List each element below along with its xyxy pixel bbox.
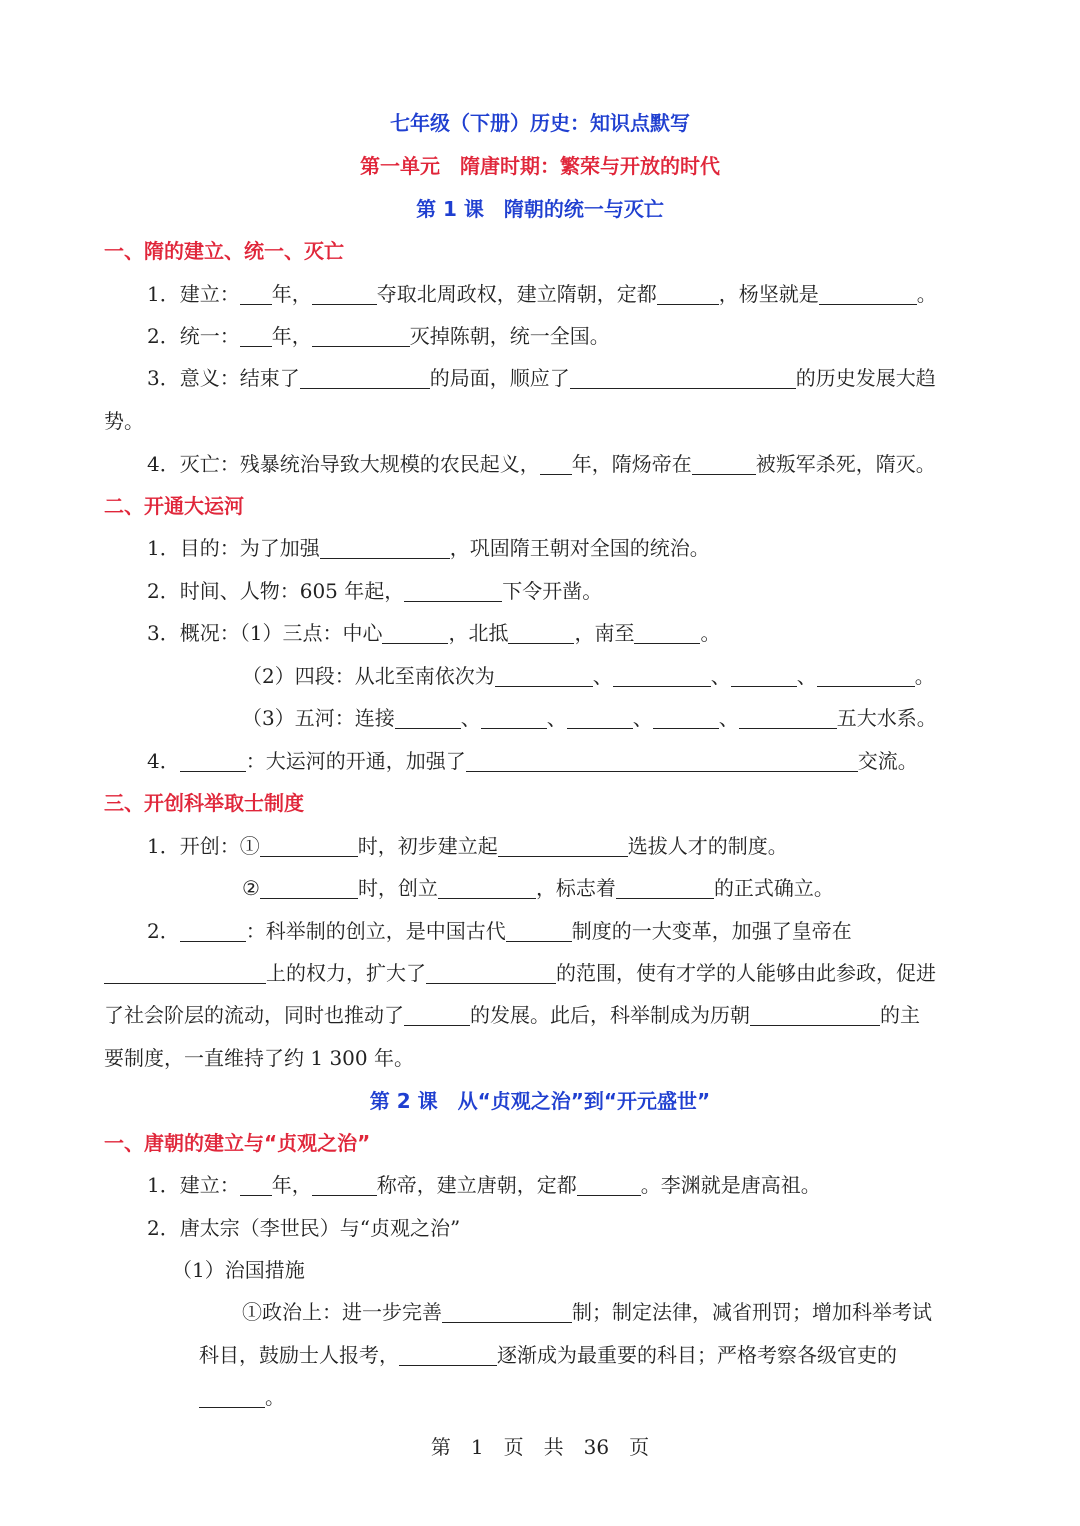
answer-blank[interactable]: [508, 621, 574, 644]
answer-blank[interactable]: [104, 961, 266, 984]
question-line: 1．建立： 年， 称帝，建立唐朝，定都 。李渊就是唐高祖。: [147, 1173, 821, 1197]
section-heading: 一、唐朝的建立与“贞观之治”: [104, 1131, 371, 1155]
question-line-continued: 上的权力，扩大了 的范围，使有才学的人能够由此参政，促进: [104, 958, 936, 988]
answer-blank[interactable]: [260, 834, 358, 857]
answer-blank[interactable]: [382, 621, 448, 644]
question-line: （3）五河：连接 、 、 、 、 五大水系。: [242, 706, 937, 730]
sub-heading: （1）治国措施: [172, 1258, 305, 1282]
answer-blank[interactable]: [817, 664, 915, 687]
question-line: 2．统一： 年， 灭掉陈朝，统一全国。: [147, 324, 610, 348]
answer-blank[interactable]: [395, 706, 461, 729]
question-line-continued: 势。: [104, 409, 144, 433]
answer-blank[interactable]: [399, 1343, 497, 1366]
question-line-continued: 了社会阶层的流动，同时也推动了 的发展。此后，科举制成为历朝 的主: [104, 1003, 920, 1027]
answer-blank[interactable]: [180, 919, 246, 942]
answer-blank[interactable]: [739, 706, 837, 729]
answer-blank[interactable]: [616, 876, 714, 899]
main-title: 七年级（下册）历史：知识点默写: [390, 111, 690, 135]
answer-blank[interactable]: [570, 366, 796, 389]
answer-blank[interactable]: [240, 324, 272, 347]
answer-blank[interactable]: [495, 664, 593, 687]
question-line: 2．唐太宗（李世民）与“贞观之治”: [147, 1216, 461, 1240]
answer-blank[interactable]: [240, 1173, 272, 1196]
question-line: 2． ：科举制的创立，是中国古代 制度的一大变革，加强了皇帝在: [147, 919, 852, 943]
answer-blank[interactable]: [426, 961, 556, 984]
question-line: 2．时间、人物：605 年起， 下令开凿。: [147, 579, 603, 603]
answer-blank[interactable]: [506, 919, 572, 942]
answer-blank[interactable]: [653, 706, 719, 729]
question-line: 1．目的：为了加强 ，巩固隋王朝对全国的统治。: [147, 536, 710, 560]
answer-blank[interactable]: [312, 282, 377, 305]
answer-blank[interactable]: [498, 834, 628, 857]
answer-blank[interactable]: [540, 452, 572, 475]
question-line: （2）四段：从北至南依次为 、 、 、 。: [242, 664, 935, 688]
question-line: 1．建立： 年， 夺取北周政权，建立隋朝，定都 ，杨坚就是 。: [147, 282, 937, 306]
answer-blank[interactable]: [240, 282, 272, 305]
question-line: ①政治上：进一步完善 制；制定法律，减省刑罚；增加科举考试: [242, 1300, 932, 1324]
answer-blank[interactable]: [613, 664, 711, 687]
section-heading: 一、隋的建立、统一、灭亡: [104, 239, 344, 263]
answer-blank[interactable]: [692, 452, 756, 475]
question-line: 4． ：大运河的开通，加强了 交流。: [147, 749, 918, 773]
question-line: ② 时，创立 ，标志着 的正式确立。: [242, 876, 834, 900]
answer-blank[interactable]: [438, 876, 536, 899]
answer-blank[interactable]: [466, 749, 858, 772]
question-line: 4．灭亡：残暴统治导致大规模的农民起义， 年，隋炀帝在 被叛军杀死，隋灭。: [147, 452, 936, 476]
question-line-continued: 。: [199, 1382, 285, 1412]
answer-blank[interactable]: [442, 1300, 572, 1323]
page-number: 第 1 页 共 36 页: [430, 1435, 650, 1459]
answer-blank[interactable]: [260, 876, 358, 899]
answer-blank[interactable]: [320, 536, 450, 559]
lesson-1-title: 第 1 课 隋朝的统一与灭亡: [416, 197, 664, 221]
answer-blank[interactable]: [481, 706, 547, 729]
question-line: 1．开创：① 时，初步建立起 选拔人才的制度。: [147, 834, 788, 858]
answer-blank[interactable]: [404, 579, 502, 602]
answer-blank[interactable]: [657, 282, 719, 305]
answer-blank[interactable]: [300, 366, 430, 389]
question-line: 3．概况：（1）三点：中心 ，北抵 ，南至 。: [147, 621, 721, 645]
answer-blank[interactable]: [731, 664, 797, 687]
section-heading: 二、开通大运河: [104, 494, 244, 518]
answer-blank[interactable]: [577, 1173, 641, 1196]
question-line: 3．意义：结束了 的局面，顺应了 的历史发展大趋: [147, 366, 936, 390]
section-heading: 三、开创科举取士制度: [104, 791, 304, 815]
answer-blank[interactable]: [312, 1173, 377, 1196]
answer-blank[interactable]: [819, 282, 917, 305]
answer-blank[interactable]: [404, 1003, 470, 1026]
answer-blank[interactable]: [634, 621, 700, 644]
question-line-continued: 科目，鼓励士人报考， 逐渐成为最重要的科目；严格考察各级官吏的: [199, 1343, 897, 1367]
answer-blank[interactable]: [567, 706, 633, 729]
unit-title: 第一单元 隋唐时期：繁荣与开放的时代: [360, 154, 720, 178]
lesson-2-title: 第 2 课 从“贞观之治”到“开元盛世”: [369, 1089, 711, 1113]
question-line-continued: 要制度，一直维持了约 1 300 年。: [104, 1046, 414, 1070]
answer-blank[interactable]: [750, 1003, 880, 1026]
answer-blank[interactable]: [312, 324, 410, 347]
answer-blank[interactable]: [180, 749, 246, 772]
answer-blank[interactable]: [199, 1385, 265, 1408]
